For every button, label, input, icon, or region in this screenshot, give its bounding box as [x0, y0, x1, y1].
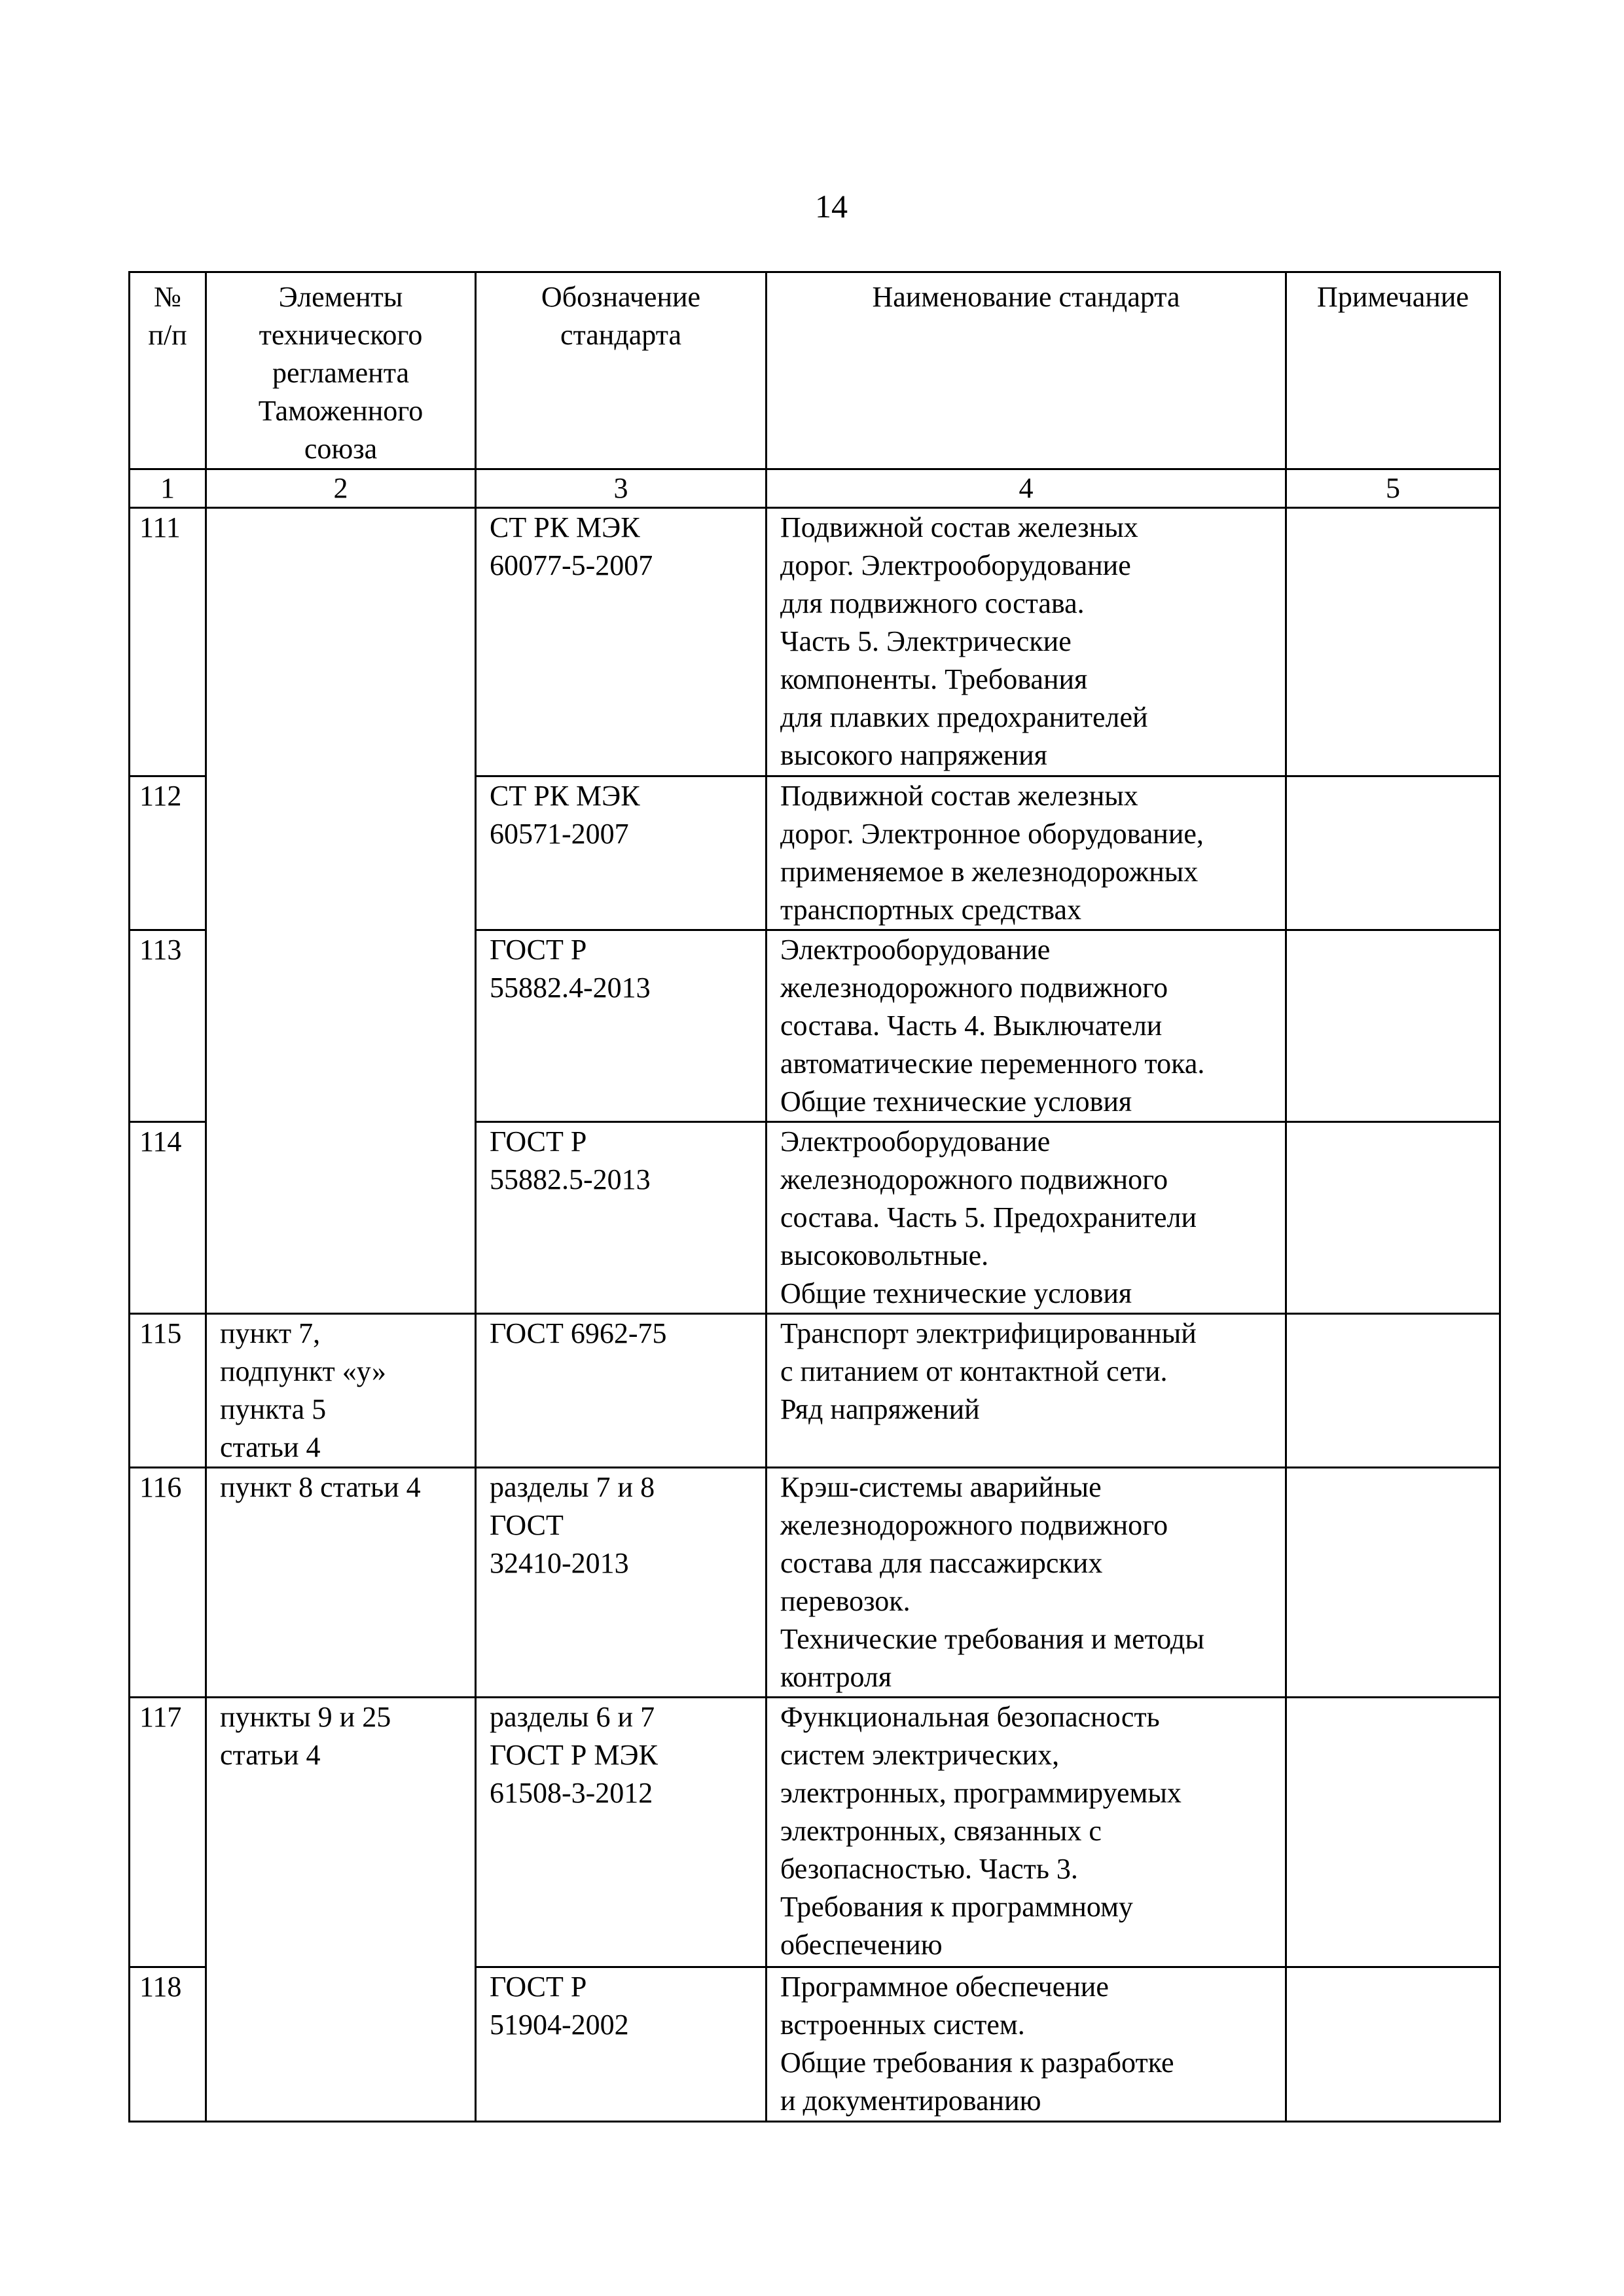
row-standard-name: Транспорт электрифицированный с питанием от контактной сети. Ряд напряжений	[767, 1314, 1286, 1468]
header-note: Примечание	[1286, 272, 1500, 469]
table-row	[130, 508, 1500, 776]
row-number: 112	[130, 776, 206, 930]
row-standard-name: Функциональная безопасность систем электрических, электронных, программируемых электронных, связанных с безопасностью. Часть 3. Требования к программному обеспечению	[767, 1698, 1286, 1967]
row-standard-name: Программное обеспечение встроенных систем. Общие требования к разработке и документированию	[767, 1967, 1286, 2122]
header-name: Наименование стандарта	[767, 272, 1286, 469]
column-number-row	[130, 469, 1500, 508]
table-row	[130, 1468, 1500, 1698]
row-element: пункт 8 статьи 4	[206, 1468, 476, 1698]
row-element	[206, 508, 476, 1314]
row-number: 118	[130, 1967, 206, 2122]
row-number: 116	[130, 1468, 206, 1698]
table-row	[130, 1698, 1500, 1967]
row-number: 113	[130, 930, 206, 1122]
row-designation: ГОСТ Р 51904-2002	[476, 1967, 767, 2122]
column-number: 1	[130, 469, 206, 508]
row-standard-name: Электрооборудование железнодорожного подвижного состава. Часть 5. Предохранители высоковольтные. Общие технические условия	[767, 1122, 1286, 1314]
row-standard-name: Подвижной состав железных дорог. Электрооборудование для подвижного состава. Часть 5. Электрические компоненты. Требования для плавких предохранителей высокого напряжения	[767, 508, 1286, 776]
header-num: № п/п	[130, 272, 206, 469]
row-note	[1286, 1314, 1500, 1468]
row-standard-name: Подвижной состав железных дорог. Электронное оборудование, применяемое в железнодорожных транспортных средствах	[767, 776, 1286, 930]
row-standard-name: Электрооборудование железнодорожного подвижного состава. Часть 4. Выключатели автоматические переменного тока. Общие технические условия	[767, 930, 1286, 1122]
row-note	[1286, 930, 1500, 1122]
row-designation: СТ РК МЭК 60077-5-2007	[476, 508, 767, 776]
row-standard-name: Крэш-системы аварийные железнодорожного подвижного состава для пассажирских перевозок. Технические требования и методы контроля	[767, 1468, 1286, 1698]
row-note	[1286, 1122, 1500, 1314]
row-note	[1286, 1967, 1500, 2122]
row-designation: ГОСТ Р 55882.5-2013	[476, 1122, 767, 1314]
row-element: пункты 9 и 25 статьи 4	[206, 1698, 476, 2122]
row-number: 114	[130, 1122, 206, 1314]
header-designation: Обозначение стандарта	[476, 272, 767, 469]
row-designation: разделы 7 и 8 ГОСТ 32410-2013	[476, 1468, 767, 1698]
column-number: 2	[206, 469, 476, 508]
column-number: 4	[767, 469, 1286, 508]
header-element: Элементы технического регламента Таможенного союза	[206, 272, 476, 469]
row-designation: СТ РК МЭК 60571-2007	[476, 776, 767, 930]
row-note	[1286, 1698, 1500, 1967]
column-number: 3	[476, 469, 767, 508]
row-number: 115	[130, 1314, 206, 1468]
page-number: 14	[815, 188, 848, 225]
column-number: 5	[1286, 469, 1500, 508]
row-note	[1286, 1468, 1500, 1698]
row-element: пункт 7, подпункт «у» пункта 5 статьи 4	[206, 1314, 476, 1468]
row-number: 111	[130, 508, 206, 776]
standards-table	[128, 271, 1501, 2123]
table-row	[130, 1314, 1500, 1468]
row-designation: разделы 6 и 7 ГОСТ Р МЭК 61508-3-2012	[476, 1698, 767, 1967]
row-designation: ГОСТ Р 55882.4-2013	[476, 930, 767, 1122]
row-designation: ГОСТ 6962-75	[476, 1314, 767, 1468]
row-note	[1286, 508, 1500, 776]
row-number: 117	[130, 1698, 206, 1967]
row-note	[1286, 776, 1500, 930]
table-header	[130, 272, 1500, 469]
